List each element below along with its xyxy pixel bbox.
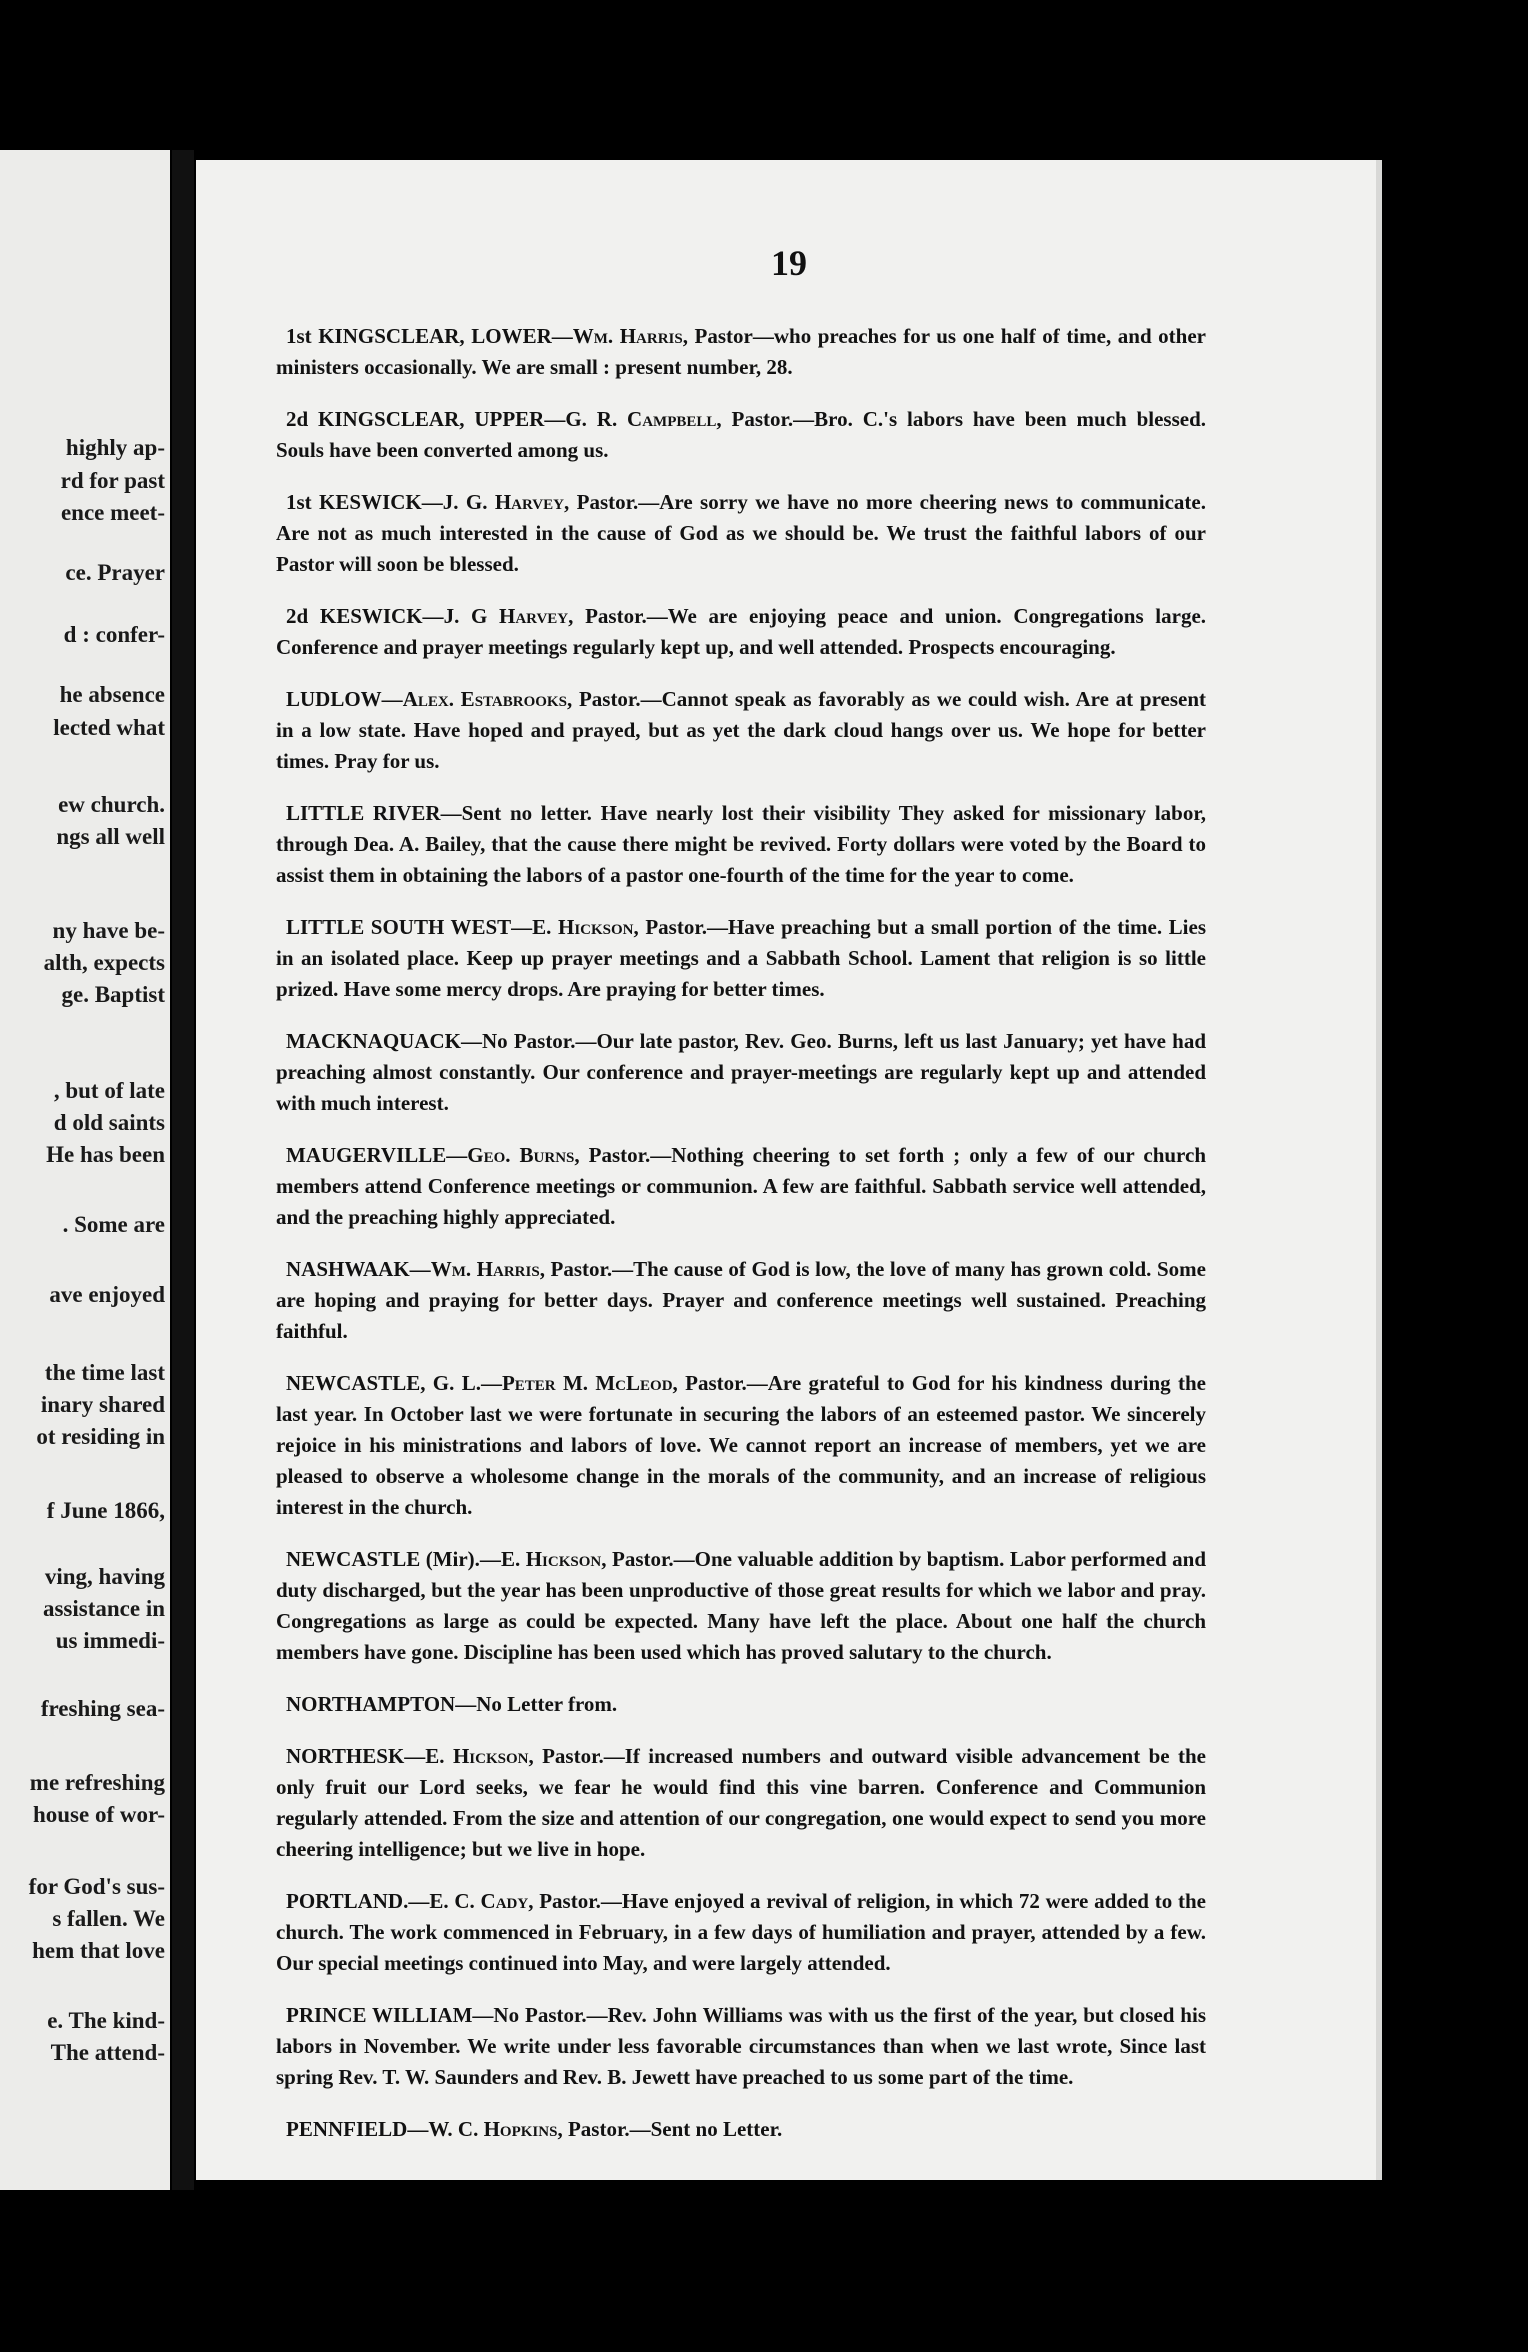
- church-name: PENNFIELD—: [286, 2117, 429, 2141]
- left-line: he absence: [59, 682, 165, 707]
- pastor-name: J. G. Harvey,: [442, 490, 570, 514]
- pastor-name: E. Hickson,: [500, 1547, 607, 1571]
- left-line: us immedi-: [55, 1628, 165, 1653]
- entry-text: Pastor.—One valuable addition by baptism. Labor performed and duty discharged, but the year has been unproductive of those great results for which we labor and pray. Congregations as large as could be expected. Many have left the place. About one half the church members have gone. Discipline has been used which has proved salutary to the church.: [276, 1547, 1206, 1664]
- church-name: 2d KESWICK—: [286, 604, 444, 628]
- church-entry: [276, 1140, 1206, 1233]
- church-reports: [276, 300, 1206, 2151]
- left-line: e. The kind-: [47, 2008, 165, 2033]
- left-page-lines: [0, 150, 170, 2190]
- pastor-name: W. C. Hopkins,: [428, 2117, 563, 2141]
- left-line: ave enjoyed: [49, 1282, 165, 1307]
- church-name: MAUGERVILLE—: [286, 1143, 468, 1167]
- entry-text: Pastor.—Have enjoyed a revival of religion, in which 72 were added to the church. The work commenced in February, in a few days of humiliation and prayer, attended by a few. Our special meetings continued into May, and were largely attended.: [276, 1889, 1206, 1975]
- pastor-name: Wm. Harris,: [430, 1257, 545, 1281]
- entry-text: Pastor.—Sent no Letter.: [562, 2117, 783, 2141]
- entry-text: No Letter from.: [476, 1692, 618, 1716]
- church-entry: [276, 1886, 1206, 1979]
- church-name: LITTLE RIVER—: [286, 801, 462, 825]
- church-name: PORTLAND.—: [286, 1889, 430, 1913]
- left-line: rd for past: [60, 468, 165, 493]
- church-entry: [276, 1689, 1206, 1720]
- church-entry: [276, 1368, 1206, 1523]
- church-entry: [276, 321, 1206, 383]
- pastor-name: Wm. Harris,: [572, 324, 688, 348]
- entry-text: Pastor.—Have preaching but a small portion of the time. Lies in an isolated place. Keep up prayer meetings and a Sabbath School. Lament that religion is so little prized. Have some mercy drops. Are praying for better times.: [276, 915, 1207, 1001]
- pastor-name: Alex. Estabrooks,: [402, 687, 573, 711]
- left-line: hem that love: [32, 1938, 165, 1963]
- left-line: for God's sus-: [28, 1874, 165, 1899]
- page-edge: [1376, 160, 1382, 2180]
- left-line: the time last: [44, 1360, 165, 1385]
- left-line: assistance in: [42, 1596, 165, 1621]
- left-line: ving, having: [44, 1564, 165, 1589]
- left-line: alth, expects: [43, 950, 165, 975]
- pastor-name: E. C. Cady,: [429, 1889, 534, 1913]
- entry-text: Pastor.—We are enjoying peace and union. Congregations large. Conference and prayer meetings regularly kept up, and well attended. Prospects encouraging.: [276, 604, 1207, 659]
- church-name: LUDLOW—: [286, 687, 403, 711]
- entry-text: Sent no letter. Have nearly lost their visibility They asked for missionary labor, through Dea. A. Bailey, that the cause there might be revived. Forty dollars were voted by the Board to assist them in obtaining the labors of a pastor one-fourth of the time for the year to come.: [276, 801, 1206, 887]
- left-line: d : confer-: [63, 622, 165, 647]
- left-page-fragment: [0, 150, 170, 2190]
- entry-text: Pastor.—Nothing cheering to set forth ; only a few of our church members attend Conference meetings or communion. A few are faithful. Sabbath service well attended, and the preaching highly appreciated.: [276, 1143, 1206, 1229]
- left-line: lected what: [53, 715, 165, 740]
- church-name: LITTLE SOUTH WEST—: [286, 915, 533, 939]
- church-entry: [276, 684, 1206, 777]
- church-entry: [276, 487, 1206, 580]
- entry-text: Pastor.—Are sorry we have no more cheering news to communicate. Are not as much interested in the cause of God as we should be. We trust the faithful labors of our Pastor will soon be blessed.: [276, 490, 1206, 576]
- left-line: He has been: [46, 1142, 165, 1167]
- left-line: ge. Baptist: [61, 982, 165, 1007]
- church-entry: [276, 912, 1206, 1005]
- church-name: NEWCASTLE (Mir).—: [286, 1547, 501, 1571]
- church-name: NASHWAAK—: [286, 1257, 431, 1281]
- church-entry: [276, 798, 1206, 891]
- left-line: ny have be-: [52, 918, 165, 943]
- church-name: 2d KINGSCLEAR, UPPER—: [286, 407, 566, 431]
- left-line: highly ap-: [65, 435, 165, 460]
- entry-text: Pastor.—Bro. C.'s labors have been much blessed. Souls have been converted among us.: [276, 407, 1207, 462]
- church-entry: [276, 2114, 1206, 2145]
- left-line: house of wor-: [32, 1802, 165, 1827]
- left-line: ot residing in: [36, 1424, 165, 1449]
- church-entry: [276, 1741, 1206, 1865]
- entry-text: Pastor.—If increased numbers and outward visible advancement be the only fruit our Lord seeks, we fear he would find this vine barren. Conference and Communion regularly attended. From the size and attention of our congregation, one would expect to send you more cheering intelligence; but we live in hope.: [276, 1744, 1206, 1861]
- pastor-name: E. Hickson,: [425, 1744, 534, 1768]
- church-name: PRINCE WILLIAM—: [286, 2003, 494, 2027]
- entry-text: Pastor.—Are grateful to God for his kindness during the last year. In October last we were fortunate in securing the labors of an esteemed pastor. We sincerely rejoice in his ministrations and labors of love. We cannot report an increase of members, yet we are pleased to observe a wholesome change in the morals of the community, and an increase of religious interest in the church.: [276, 1371, 1206, 1519]
- left-line: ew church.: [58, 792, 165, 817]
- pastor-name: Peter M. McLeod,: [501, 1371, 678, 1395]
- left-line: The attend-: [50, 2040, 165, 2065]
- church-entry: [276, 601, 1206, 663]
- pastor-name: E. Hickson,: [532, 915, 639, 939]
- left-line: . Some are: [62, 1212, 165, 1237]
- left-line: , but of late: [53, 1078, 165, 1103]
- left-line: ngs all well: [56, 824, 165, 849]
- page-number: 19: [771, 243, 807, 283]
- main-page: [196, 160, 1382, 2180]
- pastor-name: G. R. Campbell,: [565, 407, 722, 431]
- church-name: NORTHESK—: [286, 1744, 426, 1768]
- left-line: s fallen. We: [52, 1906, 165, 1931]
- left-line: me refreshing: [29, 1770, 165, 1795]
- entry-text: Pastor.—The cause of God is low, the love of many has grown cold. Some are hoping and praying for better days. Prayer and conference meetings well sustained. Preaching faithful.: [276, 1257, 1206, 1343]
- church-entry: [276, 1026, 1206, 1119]
- pastor-name: J. G Harvey,: [443, 604, 574, 628]
- left-line: f June 1866,: [46, 1498, 165, 1523]
- entry-text: No Pastor.—Rev. John Williams was with us the first of the year, but closed his labors in November. We write under less favorable circumstances than when we last wrote, Since last spring Rev. T. W. Saunders and Rev. B. Jewett have preached to us some part of the time.: [276, 2003, 1206, 2089]
- church-entry: [276, 2000, 1206, 2093]
- church-name: MACKNAQUACK—: [286, 1029, 482, 1053]
- left-line: inary shared: [40, 1392, 165, 1417]
- entry-text: Pastor.—Cannot speak as favorably as we could wish. Are at present in a low state. Have hoped and prayed, but as yet the dark cloud hangs over us. We hope for better times. Pray for us.: [276, 687, 1207, 773]
- left-line: freshing sea-: [40, 1696, 165, 1721]
- church-name: 1st KESWICK—: [286, 490, 443, 514]
- church-entry: [276, 1544, 1206, 1668]
- church-name: NEWCASTLE, G. L.—: [286, 1371, 502, 1395]
- entry-text: Pastor—who preaches for us one half of time, and other ministers occasionally. We are small : present number, 28.: [276, 324, 1206, 379]
- church-name: 1st KINGSCLEAR, LOWER—: [286, 324, 573, 348]
- left-line: ce. Prayer: [65, 560, 165, 585]
- church-name: NORTHAMPTON—: [286, 1692, 477, 1716]
- entry-text: No Pastor.—Our late pastor, Rev. Geo. Burns, left us last January; yet have had preaching almost constantly. Our conference and prayer-meetings are regularly kept up and attended with much interest.: [276, 1029, 1206, 1115]
- church-entry: [276, 1254, 1206, 1347]
- pastor-name: Geo. Burns,: [467, 1143, 580, 1167]
- church-entry: [276, 404, 1206, 466]
- book-gutter: [172, 150, 194, 2190]
- left-line: ence meet-: [60, 500, 165, 525]
- left-line: d old saints: [53, 1110, 165, 1135]
